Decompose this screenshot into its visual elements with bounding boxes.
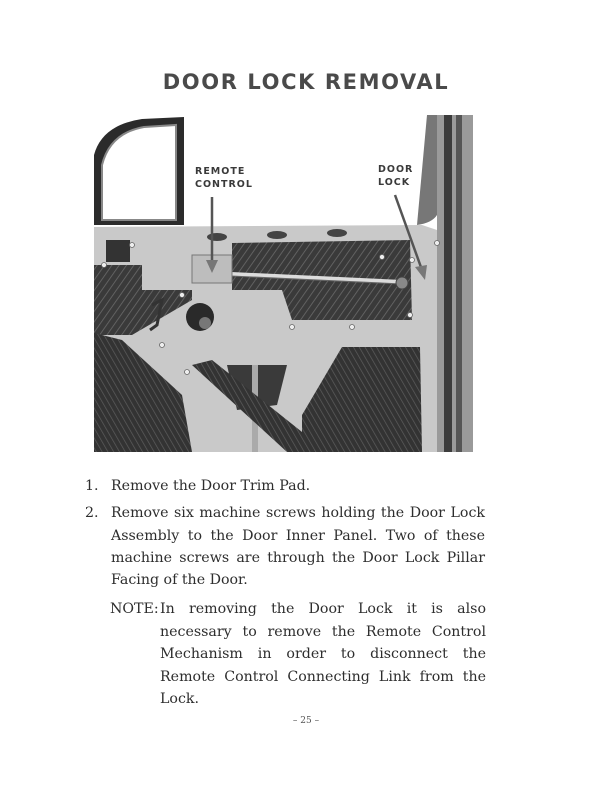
page-number: – 25 – bbox=[292, 716, 320, 726]
page-title: DOOR LOCK REMOVAL bbox=[162, 70, 450, 94]
note-block bbox=[110, 598, 486, 711]
door-panel-photo bbox=[92, 115, 473, 452]
callout-line: REMOTE bbox=[195, 166, 246, 177]
step-item bbox=[85, 502, 485, 591]
callout-line: LOCK bbox=[378, 177, 411, 188]
step-item bbox=[85, 475, 485, 497]
step-text: Remove the Door Trim Pad. bbox=[111, 478, 311, 494]
callout-remote-control bbox=[195, 165, 253, 191]
note-label: NOTE: bbox=[110, 601, 159, 617]
door-panel-illustration bbox=[92, 115, 473, 452]
step-text: Remove six machine screws holding the Door Lock Assembly to the Door Inner Panel. Two of these machine screws are through the Door Lock Pillar Facing of the Door. bbox=[111, 505, 485, 589]
step-number: 2. bbox=[85, 505, 99, 522]
step-number: 1. bbox=[85, 478, 99, 494]
callout-door-lock bbox=[378, 163, 413, 189]
instruction-steps bbox=[85, 475, 485, 596]
note-text: In removing the Door Lock it is also necessary to remove the Remote Control Mechanism in order to disconnect the Remote Control Connecting Link from the Lock. bbox=[160, 601, 486, 707]
callout-line: DOOR bbox=[378, 164, 414, 175]
callout-line: CONTROL bbox=[195, 179, 253, 190]
